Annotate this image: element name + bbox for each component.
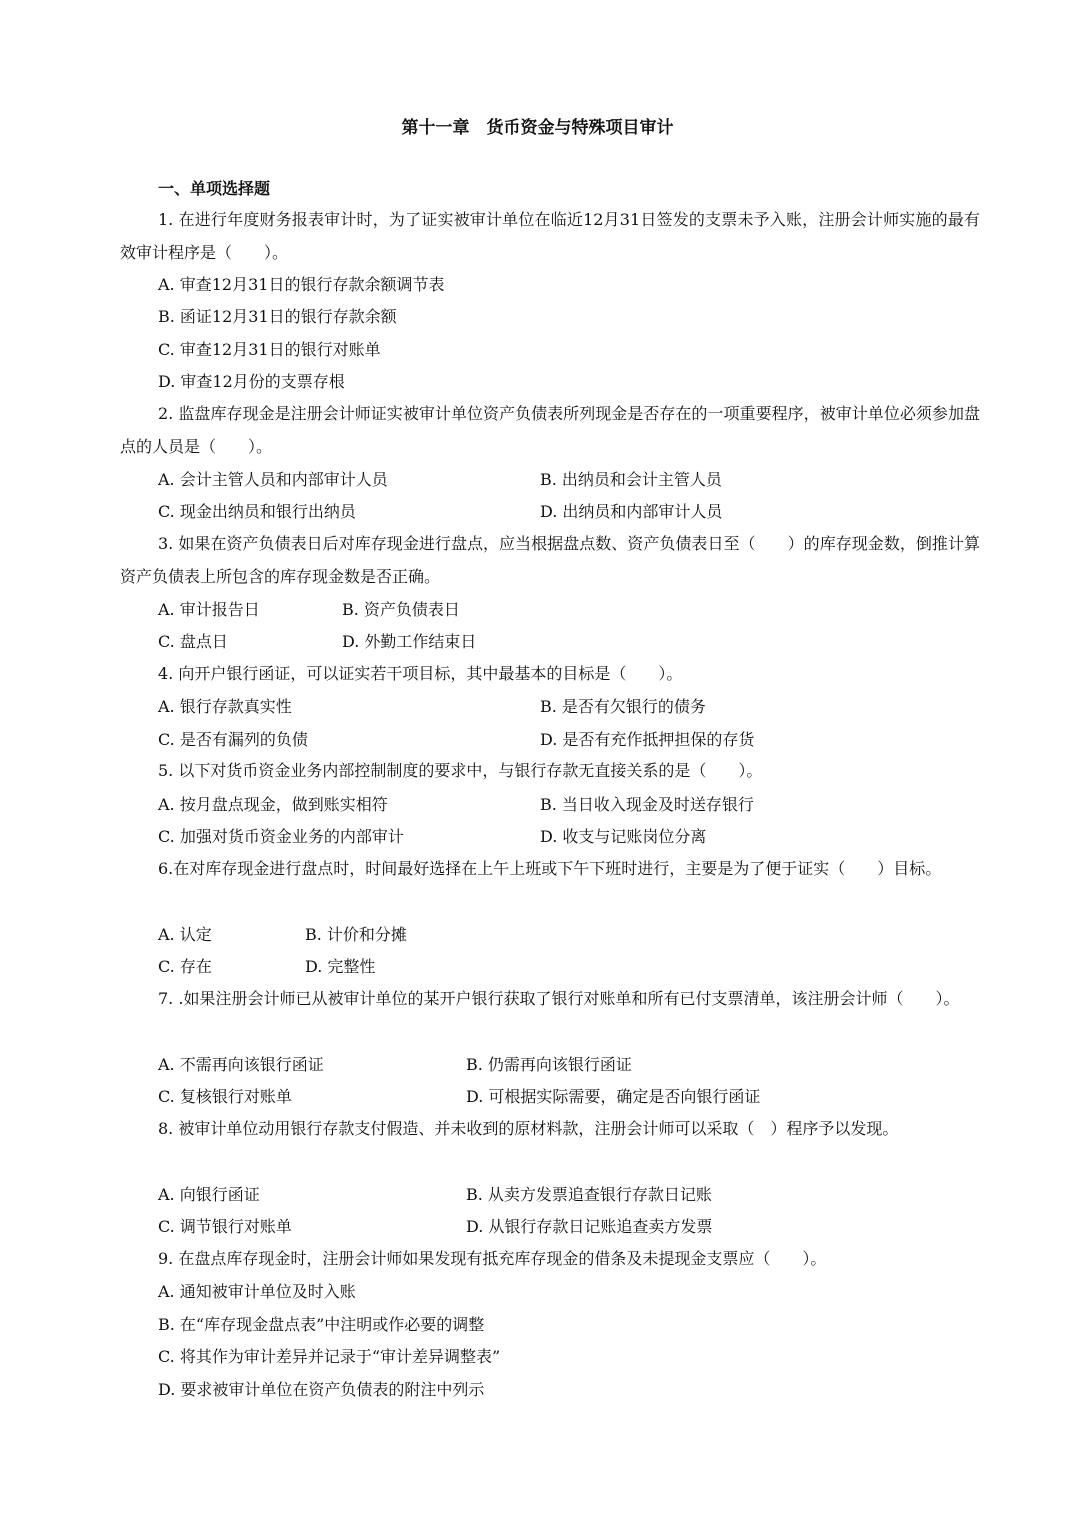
question-2-option-a: A. 会计主管人员和内部审计人员	[158, 470, 388, 489]
question-3-option-d: D. 外勤工作结束日	[342, 632, 477, 651]
question-4-option-b: B. 是否有欠银行的债务	[540, 697, 706, 716]
question-9-option-c: C. 将其作为审计差异并记录于“审计差异调整表”	[158, 1347, 501, 1366]
question-2-option-c: C. 现金出纳员和银行出纳员	[158, 502, 356, 521]
question-9-option-d: D. 要求被审计单位在资产负债表的附注中列示	[158, 1380, 485, 1399]
question-4-option-c: C. 是否有漏列的负债	[158, 730, 308, 749]
question-2-option-d: D. 出纳员和内部审计人员	[540, 502, 723, 521]
question-1-option-a: A. 审查12月31日的银行存款余额调节表	[158, 275, 445, 294]
question-6-stem: 6.在对库存现金进行盘点时，时间最好选择在上午上班或下午下班时进行，主要是为了便于证实（ ）目标。	[158, 859, 942, 878]
question-1-option-b: B. 函证12月31日的银行存款余额	[158, 307, 397, 326]
question-7-option-b: B. 仍需再向该银行函证	[466, 1055, 632, 1074]
question-8-option-d: D. 从银行存款日记账追查卖方发票	[466, 1217, 713, 1236]
question-4-stem: 4. 向开户银行函证，可以证实若干项目标，其中最基本的目标是（ ）。	[158, 664, 683, 683]
question-6-option-a: A. 认定	[158, 925, 212, 944]
question-8-option-a: A. 向银行函证	[158, 1185, 260, 1204]
question-5-option-b: B. 当日收入现金及时送存银行	[540, 795, 754, 814]
question-4-option-a: A. 银行存款真实性	[158, 697, 292, 716]
question-5-stem: 5. 以下对货币资金业务内部控制制度的要求中，与银行存款无直接关系的是（ ）。	[158, 761, 763, 780]
question-6-option-c: C. 存在	[158, 957, 212, 976]
question-1-option-d: D. 审查12月份的支票存根	[158, 372, 345, 391]
question-8-option-b: B. 从卖方发票追查银行存款日记账	[466, 1185, 712, 1204]
question-9-stem: 9. 在盘点库存现金时，注册会计师如果发现有抵充库存现金的借条及未提现金支票应（ ）。	[158, 1249, 827, 1268]
question-6-option-d: D. 完整性	[305, 957, 376, 976]
question-7-stem: 7. .如果注册会计师已从被审计单位的某开户银行获取了银行对账单和所有已付支票清单，该注册会计师（ ）。	[158, 989, 960, 1008]
question-5-option-c: C. 加强对货币资金业务的内部审计	[158, 827, 404, 846]
question-9-option-b: B. 在“库存现金盘点表”中注明或作必要的调整	[158, 1315, 485, 1334]
chapter-title: 第十一章 货币资金与特殊项目审计	[401, 118, 674, 138]
question-2-stem: 2. 监盘库存现金是注册会计师证实被审计单位资产负债表所列现金是否存在的一项重要程序，被审计单位必须参加盘点的人员是（ ）。	[120, 404, 980, 456]
question-3-option-c: C. 盘点日	[158, 632, 228, 651]
question-1-stem: 1. 在进行年度财务报表审计时，为了证实被审计单位在临近12月31日签发的支票未予入账，注册会计师实施的最有效审计程序是（ ）。	[120, 210, 980, 262]
question-2-option-b: B. 出纳员和会计主管人员	[540, 470, 722, 489]
section-heading: 一、单项选择题	[158, 179, 271, 198]
question-8-option-c: C. 调节银行对账单	[158, 1217, 292, 1236]
question-4-option-d: D. 是否有充作抵押担保的存货	[540, 730, 755, 749]
question-7-option-c: C. 复核银行对账单	[158, 1087, 292, 1106]
question-7-option-a: A. 不需再向该银行函证	[158, 1055, 324, 1074]
question-1-option-c: C. 审查12月31日的银行对账单	[158, 340, 381, 359]
question-5-option-a: A. 按月盘点现金，做到账实相符	[158, 795, 388, 814]
question-5-option-d: D. 收支与记账岗位分离	[540, 827, 707, 846]
question-6-option-b: B. 计价和分摊	[305, 925, 407, 944]
question-3-option-b: B. 资产负债表日	[342, 600, 460, 619]
question-7-option-d: D. 可根据实际需要，确定是否向银行函证	[466, 1087, 761, 1106]
question-9-option-a: A. 通知被审计单位及时入账	[158, 1282, 356, 1301]
question-3-option-a: A. 审计报告日	[158, 600, 260, 619]
question-8-stem: 8. 被审计单位动用银行存款支付假造、并未收到的原材料款，注册会计师可以采取（ ）程序予以发现。	[158, 1119, 899, 1138]
question-3-stem: 3. 如果在资产负债表日后对库存现金进行盘点，应当根据盘点数、资产负债表日至（ ）的库存现金数，倒推计算资产负债表上所包含的库存现金数是否正确。	[120, 534, 980, 586]
